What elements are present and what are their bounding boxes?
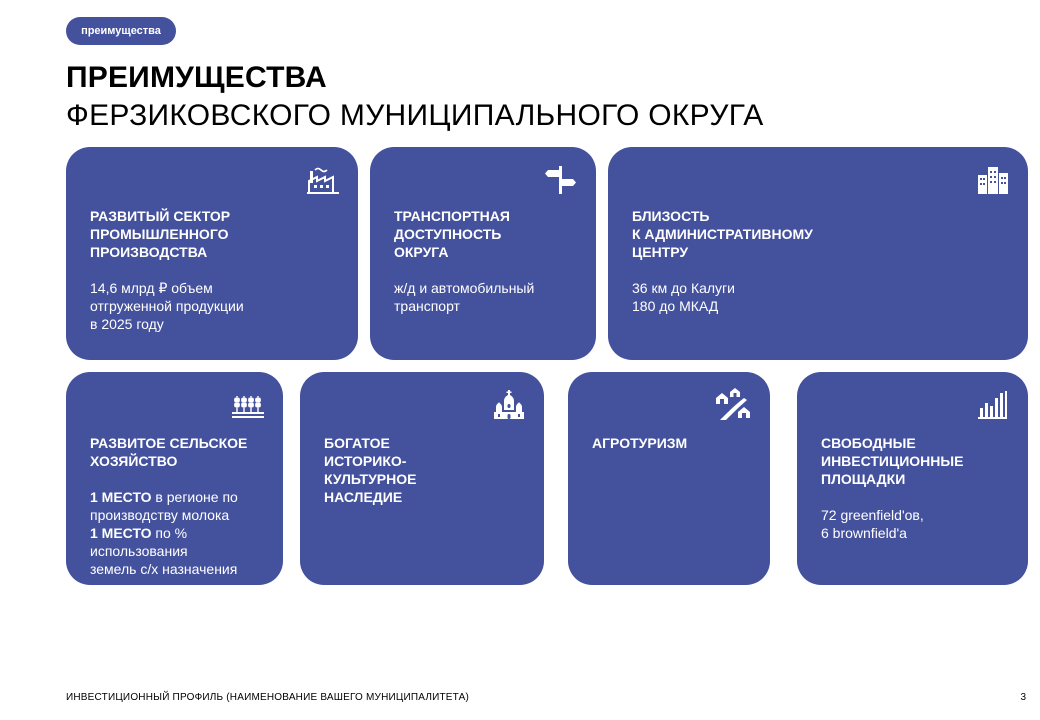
- rank-highlight: 1 МЕСТО: [90, 525, 152, 541]
- signpost-icon: [544, 165, 578, 195]
- card-heading: ТРАНСПОРТНАЯ ДОСТУПНОСТЬ ОКРУГА: [394, 208, 510, 260]
- page-title: ПРЕИМУЩЕСТВА: [66, 61, 327, 94]
- rank-text: в регионе по производству молока: [90, 489, 238, 523]
- card-heading: БОГАТОЕ ИСТОРИКО- КУЛЬТУРНОЕ НАСЛЕДИЕ: [324, 435, 417, 505]
- card-description: 72 greenfield'ов, 6 brownfield'а: [821, 507, 924, 541]
- card-industry: [66, 147, 358, 360]
- wheat-field-icon: [231, 390, 265, 420]
- card-description: [90, 488, 238, 578]
- card-heading: БЛИЗОСТЬ К АДМИНИСТРАТИВНОМУ ЦЕНТРУ: [632, 208, 813, 260]
- church-icon: [492, 390, 526, 420]
- card-heading: РАЗВИТОЕ СЕЛЬСКОЕ ХОЗЯЙСТВО: [90, 435, 248, 469]
- footer-text: ИНВЕСТИЦИОННЫЙ ПРОФИЛЬ (НАИМЕНОВАНИЕ ВАШЕГО МУНИЦИПАЛИТЕТА): [66, 692, 470, 703]
- card-description: 36 км до Калуги 180 до МКАД: [632, 280, 735, 314]
- rank-highlight: 1 МЕСТО: [90, 489, 152, 505]
- bar-chart-icon: [976, 390, 1010, 420]
- card-transport: [370, 147, 596, 360]
- card-proximity: [608, 147, 1028, 360]
- rank-text: по % использования земель с/х назначения: [90, 525, 238, 577]
- card-investment-sites: [797, 372, 1028, 585]
- card-heritage: [300, 372, 544, 585]
- card-agrotourism: [568, 372, 770, 585]
- card-heading: СВОБОДНЫЕ ИНВЕСТИЦИОННЫЕ ПЛОЩАДКИ: [821, 435, 964, 487]
- card-description: 14,6 млрд ₽ объем отгруженной продукции в 2025 году: [90, 280, 244, 332]
- section-tag: преимущества: [66, 17, 176, 45]
- card-description: ж/д и автомобильный транспорт: [394, 280, 535, 314]
- card-heading: РАЗВИТЫЙ СЕКТОР ПРОМЫШЛЕННОГО ПРОИЗВОДСТВА: [90, 208, 231, 260]
- village-road-icon: [714, 386, 752, 422]
- page-subtitle: ФЕРЗИКОВСКОГО МУНИЦИПАЛЬНОГО ОКРУГА: [66, 99, 764, 132]
- factory-icon: [306, 165, 340, 195]
- card-agriculture: [66, 372, 283, 585]
- card-heading: АГРОТУРИЗМ: [592, 435, 688, 451]
- city-buildings-icon: [976, 165, 1010, 195]
- page-number: 3: [1020, 692, 1026, 703]
